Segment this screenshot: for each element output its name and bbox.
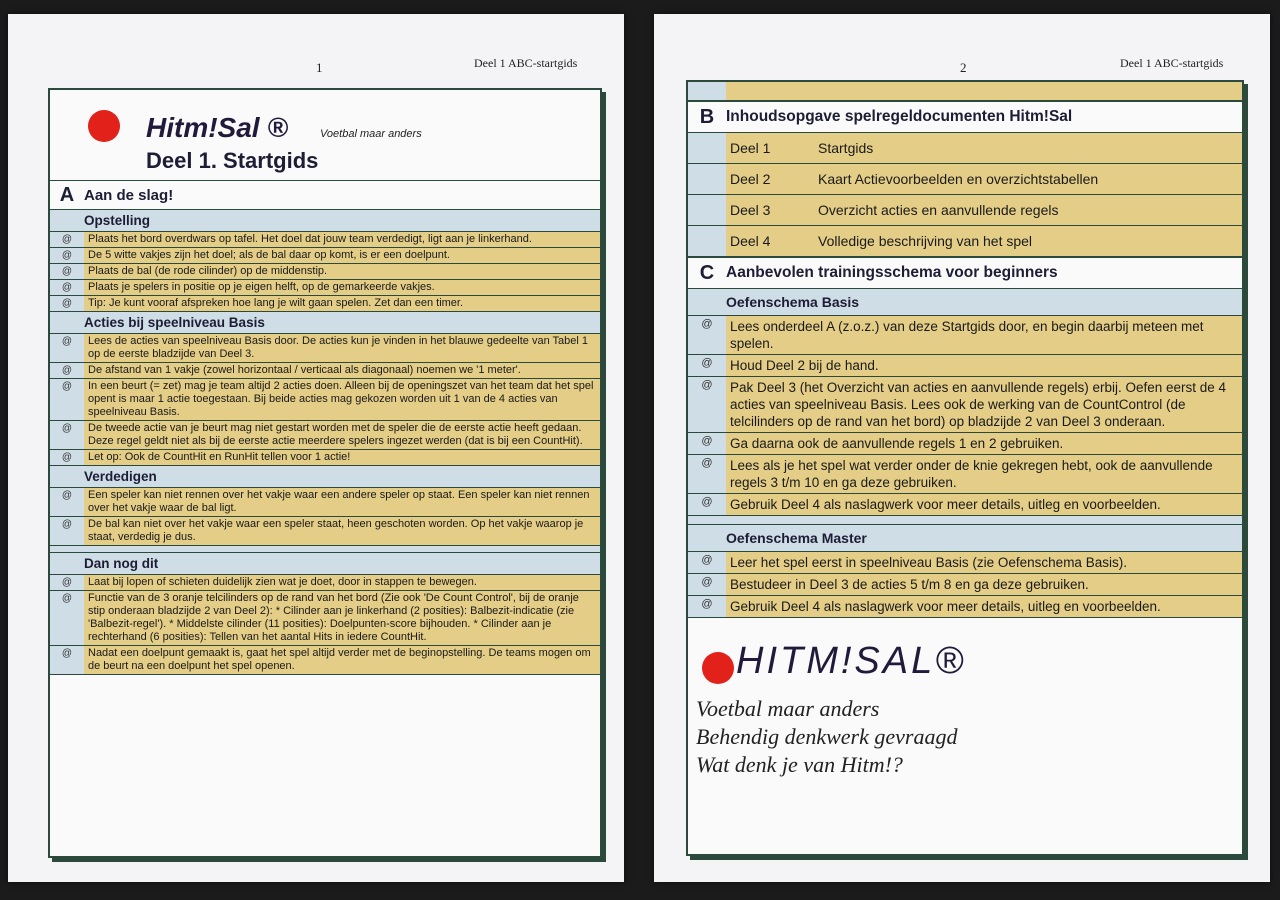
- toc-item: [688, 133, 1242, 164]
- page-2: [654, 14, 1270, 882]
- toc-name: Kaart Actievoorbeelden en overzichtstabellen: [818, 164, 1242, 194]
- list-item: [688, 377, 1242, 433]
- bullet-icon: @: [50, 488, 84, 516]
- list-item: [50, 575, 600, 591]
- section-b-header: [688, 101, 1242, 133]
- running-head: Deel 1 ABC-startgids: [1120, 56, 1224, 70]
- section-letter: B: [699, 105, 715, 128]
- item-text: Pak Deel 3 (het Overzicht van acties en aanvullende regels) erbij. Oefen eerst de 4 acties van speelniveau Basis. Lees ook de werking van de CountControl (de telcilinders op de rand van het bord) op bladzijde 2 van Deel 3 onderaan.: [726, 377, 1242, 432]
- bullet-icon: @: [50, 280, 84, 295]
- bullet-icon: @: [688, 433, 726, 454]
- subsection-heading: Opstelling: [50, 210, 600, 232]
- item-text: Gebruik Deel 4 als naslagwerk voor meer details, uitleg en voorbeelden.: [726, 596, 1242, 617]
- item-text: Lees als je het spel wat verder onder de knie gekregen hebt, ook de aanvullende regels 3 t/m 10 en ga deze gebruiken.: [726, 455, 1242, 493]
- page-title: Deel 1. Startgids: [146, 148, 319, 173]
- bullet-icon: @: [50, 450, 84, 465]
- list-item: [688, 574, 1242, 596]
- bullet-icon: @: [50, 232, 84, 247]
- section-title: Aanbevolen trainingsschema voor beginners: [726, 264, 1058, 281]
- item-text: Ga daarna ook de aanvullende regels 1 en 2 gebruiken.: [726, 433, 1242, 454]
- list-item: [50, 421, 600, 450]
- list-item: [50, 296, 600, 312]
- page-number: 1: [316, 60, 323, 75]
- bullet-icon: @: [50, 379, 84, 420]
- list-item: [50, 232, 600, 248]
- list-item: [50, 280, 600, 296]
- section-a-header: [50, 180, 600, 210]
- toc-item: [688, 195, 1242, 226]
- list-item: [50, 591, 600, 646]
- item-text: De bal kan niet over het vakje waar een speler staat, heen geschoten worden. Op het vakje waarop je staat, verdedig je dus.: [84, 517, 600, 545]
- slogan-1: Voetbal maar anders: [696, 696, 880, 721]
- list-item: [50, 334, 600, 363]
- list-item: [50, 379, 600, 421]
- item-text: Houd Deel 2 bij de hand.: [726, 355, 1242, 376]
- section-title: Inhoudsopgave spelregeldocumenten Hitm!Sal: [726, 108, 1073, 125]
- list-item: [688, 494, 1242, 516]
- subsection-heading: Verdedigen: [50, 466, 600, 488]
- item-text: Bestudeer in Deel 3 de acties 5 t/m 8 en ga deze gebruiken.: [726, 574, 1242, 595]
- bullet-icon: @: [50, 575, 84, 590]
- red-dot-icon: [702, 652, 734, 684]
- toc-number: Deel 2: [726, 164, 818, 194]
- list-item: [50, 517, 600, 546]
- basis-heading: Oefenschema Basis: [688, 289, 1242, 316]
- item-text: De afstand van 1 vakje (zowel horizontaal / verticaal als diagonaal) noemen we '1 meter'.: [84, 363, 600, 378]
- bullet-icon: @: [50, 264, 84, 279]
- title-block: [50, 90, 600, 180]
- item-text: Plaats de bal (de rode cilinder) op de middenstip.: [84, 264, 600, 279]
- item-text: Gebruik Deel 4 als naslagwerk voor meer details, uitleg en voorbeelden.: [726, 494, 1242, 515]
- toc-name: Volledige beschrijving van het spel: [818, 226, 1242, 256]
- list-item: [50, 450, 600, 466]
- toc-item: [688, 164, 1242, 195]
- item-text: In een beurt (= zet) mag je team altijd 2 acties doen. Alleen bij de openingszet van het team dat het spel opent is maar 1 actie toegestaan. Bij beide acties mag gekozen worden uit 1 van de 4 acties van speelniveau Basis.: [84, 379, 600, 420]
- item-text: Lees de acties van speelniveau Basis door. De acties kun je vinden in het blauwe gedeelte van Tabel 1 op de eerste bladzijde van Deel 3.: [84, 334, 600, 362]
- list-item: [50, 264, 600, 280]
- toc-number: Deel 4: [726, 226, 818, 256]
- item-text: Plaats je spelers in positie op je eigen helft, op de gemarkeerde vakjes.: [84, 280, 600, 295]
- brand-logo-text: HITM!SAL®: [736, 640, 967, 682]
- content-frame: [686, 80, 1244, 856]
- toc-number: Deel 3: [726, 195, 818, 225]
- tagline: Voetbal maar anders: [320, 128, 422, 140]
- list-item: [688, 433, 1242, 455]
- page-1: [8, 14, 624, 882]
- toc-name: Overzicht acties en aanvullende regels: [818, 195, 1242, 225]
- slogan-2: Behendig denkwerk gevraagd: [696, 724, 958, 749]
- item-text: Tip: Je kunt vooraf afspreken hoe lang je wilt gaan spelen. Zet dan een timer.: [84, 296, 600, 311]
- item-text: Nadat een doelpunt gemaakt is, gaat het spel altijd verder met de beginopstelling. De teams mogen om de beurt na een doelpunt het spel openen.: [84, 646, 600, 674]
- bullet-icon: @: [688, 552, 726, 573]
- subsection-heading: Acties bij speelniveau Basis: [50, 312, 600, 334]
- list-item: [50, 363, 600, 379]
- slogan-3: Wat denk je van Hitm!?: [696, 752, 903, 777]
- list-item: [688, 455, 1242, 494]
- bullet-icon: @: [50, 334, 84, 362]
- item-text: Let op: Ook de CountHit en RunHit tellen voor 1 actie!: [84, 450, 600, 465]
- bullet-icon: @: [50, 591, 84, 645]
- toc-name: Startgids: [818, 133, 1242, 163]
- page-number: 2: [960, 60, 967, 75]
- bullet-icon: @: [688, 494, 726, 515]
- running-head: Deel 1 ABC-startgids: [474, 56, 578, 70]
- red-dot-icon: [88, 110, 120, 142]
- bullet-icon: @: [50, 421, 84, 449]
- section-title: Aan de slag!: [84, 186, 174, 204]
- bullet-icon: @: [50, 296, 84, 311]
- item-text: Functie van de 3 oranje telcilinders op de rand van het bord (Zie ook 'De Count Control', bij de oranje stip onderaan bladzijde 2 van Deel 2): * Cilinder aan je linkerhand (2 posities): Balbezit-indicatie (zie 'Balbezit-regel'). * Middelste cilinder (11 posities): Doelpunten-score bijhouden. * Cilinder aan je rechterhand (6 posities): Tellen van het aantal Hits in iedere CountHit.: [84, 591, 600, 645]
- item-text: Plaats het bord overdwars op tafel. Het doel dat jouw team verdedigt, ligt aan je linkerhand.: [84, 232, 600, 247]
- bullet-icon: @: [688, 316, 726, 354]
- list-item: [688, 316, 1242, 355]
- brand-name: Hitm!Sal ®: [146, 112, 288, 143]
- bullet-icon: @: [688, 355, 726, 376]
- section-c-header: [688, 257, 1242, 289]
- bullet-icon: @: [688, 377, 726, 432]
- subsection-heading: Dan nog dit: [50, 553, 600, 575]
- item-text: Leer het spel eerst in speelniveau Basis (zie Oefenschema Basis).: [726, 552, 1242, 573]
- bullet-icon: @: [688, 596, 726, 617]
- basis-list: [688, 316, 1242, 516]
- item-text: De tweede actie van je beurt mag niet gestart worden met de speler die de eerste actie heeft gedaan. Deze regel geldt niet als bij de eerste actie meerdere spelers ingezet werden (dat is bij een CountHit).: [84, 421, 600, 449]
- list-item: [50, 488, 600, 517]
- list-item: [688, 552, 1242, 574]
- item-text: Lees onderdeel A (z.o.z.) van deze Startgids door, en begin daarbij meteen met spelen.: [726, 316, 1242, 354]
- bullet-icon: @: [50, 517, 84, 545]
- bullet-icon: @: [50, 248, 84, 263]
- master-list: [688, 552, 1242, 618]
- bullet-icon: @: [50, 363, 84, 378]
- section-letter: C: [699, 261, 715, 284]
- item-text: Laat bij lopen of schieten duidelijk zien wat je doet, door in stappen te bewegen.: [84, 575, 600, 590]
- bullet-icon: @: [688, 574, 726, 595]
- content-frame: [48, 88, 602, 858]
- toc-list: [688, 133, 1242, 257]
- master-heading: Oefenschema Master: [688, 525, 1242, 552]
- toc-number: Deel 1: [726, 133, 818, 163]
- section-letter: A: [59, 183, 75, 206]
- item-text: Een speler kan niet rennen over het vakje waar een andere speler op staat. Een speler kan niet rennen over het vakje waar de bal ligt.: [84, 488, 600, 516]
- list-item: [50, 248, 600, 264]
- brand-block: [688, 618, 1242, 818]
- item-text: De 5 witte vakjes zijn het doel; als de bal daar op komt, is er een doelpunt.: [84, 248, 600, 263]
- bullet-icon: @: [50, 646, 84, 674]
- list-item: [50, 646, 600, 675]
- list-item: [688, 596, 1242, 618]
- toc-item: [688, 226, 1242, 257]
- top-strip: [688, 82, 1242, 101]
- section-a-content: [50, 210, 600, 675]
- list-item: [688, 355, 1242, 377]
- bullet-icon: @: [688, 455, 726, 493]
